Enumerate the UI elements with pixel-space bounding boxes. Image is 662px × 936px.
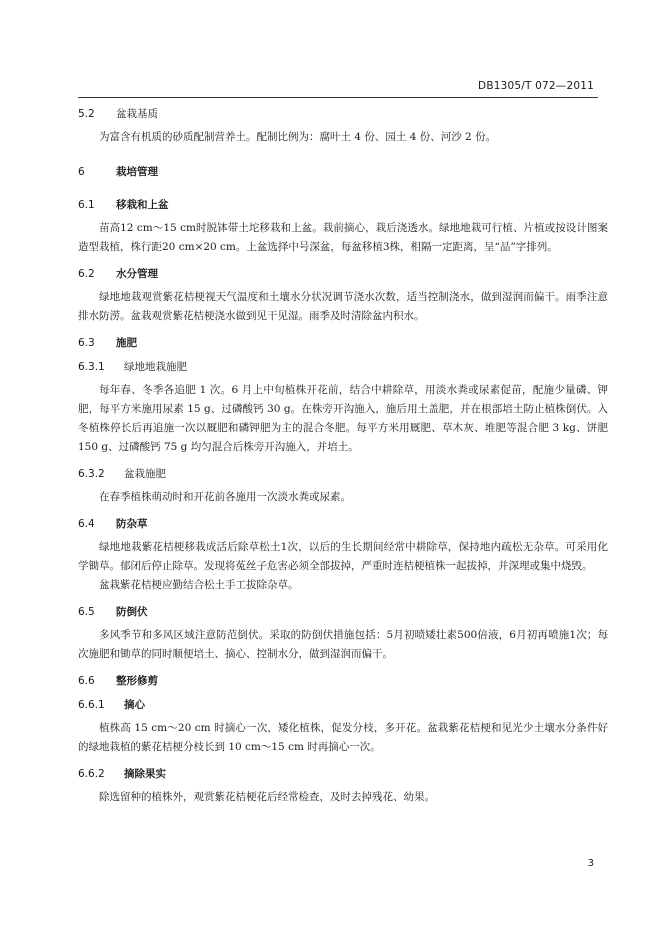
- heading-6-3-2: [78, 466, 608, 481]
- heading-6-6-2: [78, 766, 608, 781]
- heading-title: 摘心: [124, 699, 145, 711]
- heading-6-6: [78, 673, 608, 688]
- heading-number: 6.6: [78, 675, 95, 687]
- page-number: 3: [587, 858, 594, 869]
- heading-number: 6.4: [78, 518, 95, 530]
- heading-6-3: [78, 335, 608, 350]
- heading-title: 水分管理: [116, 268, 158, 280]
- document-body: [78, 106, 608, 807]
- paragraph: 苗高12 cm～15 cm时脱钵带土坨移栽和上盆。栽前摘心，栽后浇透水。绿地地栽可行植、片植或按设计图案造型栽植，株行距20 cm×20 cm。上盆选择中号深盆，每盆移植3株，相隔一定距离，呈“品”字排列。: [78, 222, 608, 253]
- heading-number: 6.3: [78, 337, 95, 349]
- heading-number: 6.6.2: [78, 768, 105, 780]
- paragraph: 每年春、冬季各追肥 1 次。6 月上中旬植株开花前，结合中耕除草，用淡水粪或尿素促苗，配施少量磷、钾肥，每平方米施用尿素 15 g、过磷酸钙 30 g。在株旁开沟施入，施后用土盖肥，并在根部培土防止植株倒伏。入冬植株停长后再追施一次以厩肥和磷钾肥为主的混合冬肥。每平方米用厩肥、草木灰、堆肥等混合肥 3 kg、饼肥 150 g、过磷酸钙 75 g 均匀混合后株旁开沟施入，并培土。: [78, 384, 608, 453]
- paragraph: 为富含有机质的砂质配制营养土。配制比例为：腐叶土 4 份、园土 4 份、河沙 2 份。: [99, 131, 497, 143]
- heading-number: 6.2: [78, 268, 95, 280]
- heading-title: 绿地地栽施肥: [124, 361, 187, 373]
- paragraph: 除选留种的植株外，观赏紫花桔梗花后经常检查，及时去掉残花、幼果。: [99, 791, 435, 803]
- heading-title: 整形修剪: [116, 675, 158, 687]
- heading-title: 盆栽施肥: [124, 468, 166, 480]
- heading-title: 摘除果实: [124, 768, 166, 780]
- heading-title: 栽培管理: [116, 166, 158, 178]
- heading-6-5: [78, 604, 608, 619]
- heading-5-2: [78, 106, 608, 121]
- heading-number: 6: [78, 166, 85, 178]
- paragraph: 植株高 15 cm～20 cm 时摘心一次，矮化植株，促发分枝，多开花。盆栽紫花桔梗和见光少土壤水分条件好的绿地栽植的紫花桔梗分枝长到 10 cm～15 cm 时再摘心一次。: [78, 722, 608, 753]
- paragraph: 在春季植株萌动时和开花前各施用一次淡水粪或尿素。: [99, 491, 351, 503]
- heading-number: 6.1: [78, 199, 95, 211]
- paragraph: 多风季节和多风区域注意防范倒伏。采取的防倒伏措施包括：5月初喷矮壮素500倍液，6月初再喷施1次；每次施肥和锄草的同时顺便培土、摘心、控制水分，做到湿润而偏干。: [78, 629, 608, 660]
- heading-number: 6.3.1: [78, 361, 105, 373]
- heading-6-4: [78, 516, 608, 531]
- paragraph: 绿地地栽观赏紫花桔梗视天气温度和土壤水分状况调节浇水次数，适当控制浇水，做到湿润而偏干。雨季注意排水防涝。盆栽观赏紫花桔梗浇水做到见干见湿。雨季及时清除盆内积水。: [78, 291, 608, 322]
- heading-6-2: [78, 266, 608, 281]
- heading-title: 盆栽基质: [116, 108, 158, 120]
- heading-number: 6.3.2: [78, 468, 105, 480]
- heading-number: 6.5: [78, 606, 95, 618]
- heading-title: 防杂草: [116, 518, 148, 530]
- heading-title: 防倒伏: [116, 606, 148, 618]
- heading-6-1: [78, 197, 608, 212]
- heading-number: 5.2: [78, 108, 95, 120]
- header-rule: [78, 97, 598, 98]
- heading-6: [78, 164, 608, 179]
- heading-6-3-1: [78, 359, 608, 374]
- doc-code: DB1305/T 072—2011: [478, 80, 594, 92]
- heading-title: 施肥: [116, 337, 137, 349]
- paragraph: 绿地地栽紫花桔梗移栽成活后除草松土1次，以后的生长期间经常中耕除草，保持地内疏松无杂草。可采用化学锄草。郁闭后停止除草。发现将菟丝子危害必须全部拔掉，严重时连桔梗植株一起拔掉，并深埋或集中烧毁。: [78, 541, 608, 572]
- heading-number: 6.6.1: [78, 699, 105, 711]
- heading-title: 移栽和上盆: [116, 199, 169, 211]
- heading-6-6-1: [78, 697, 608, 712]
- paragraph: 盆栽紫花桔梗应勤结合松土手工拔除杂草。: [99, 579, 299, 591]
